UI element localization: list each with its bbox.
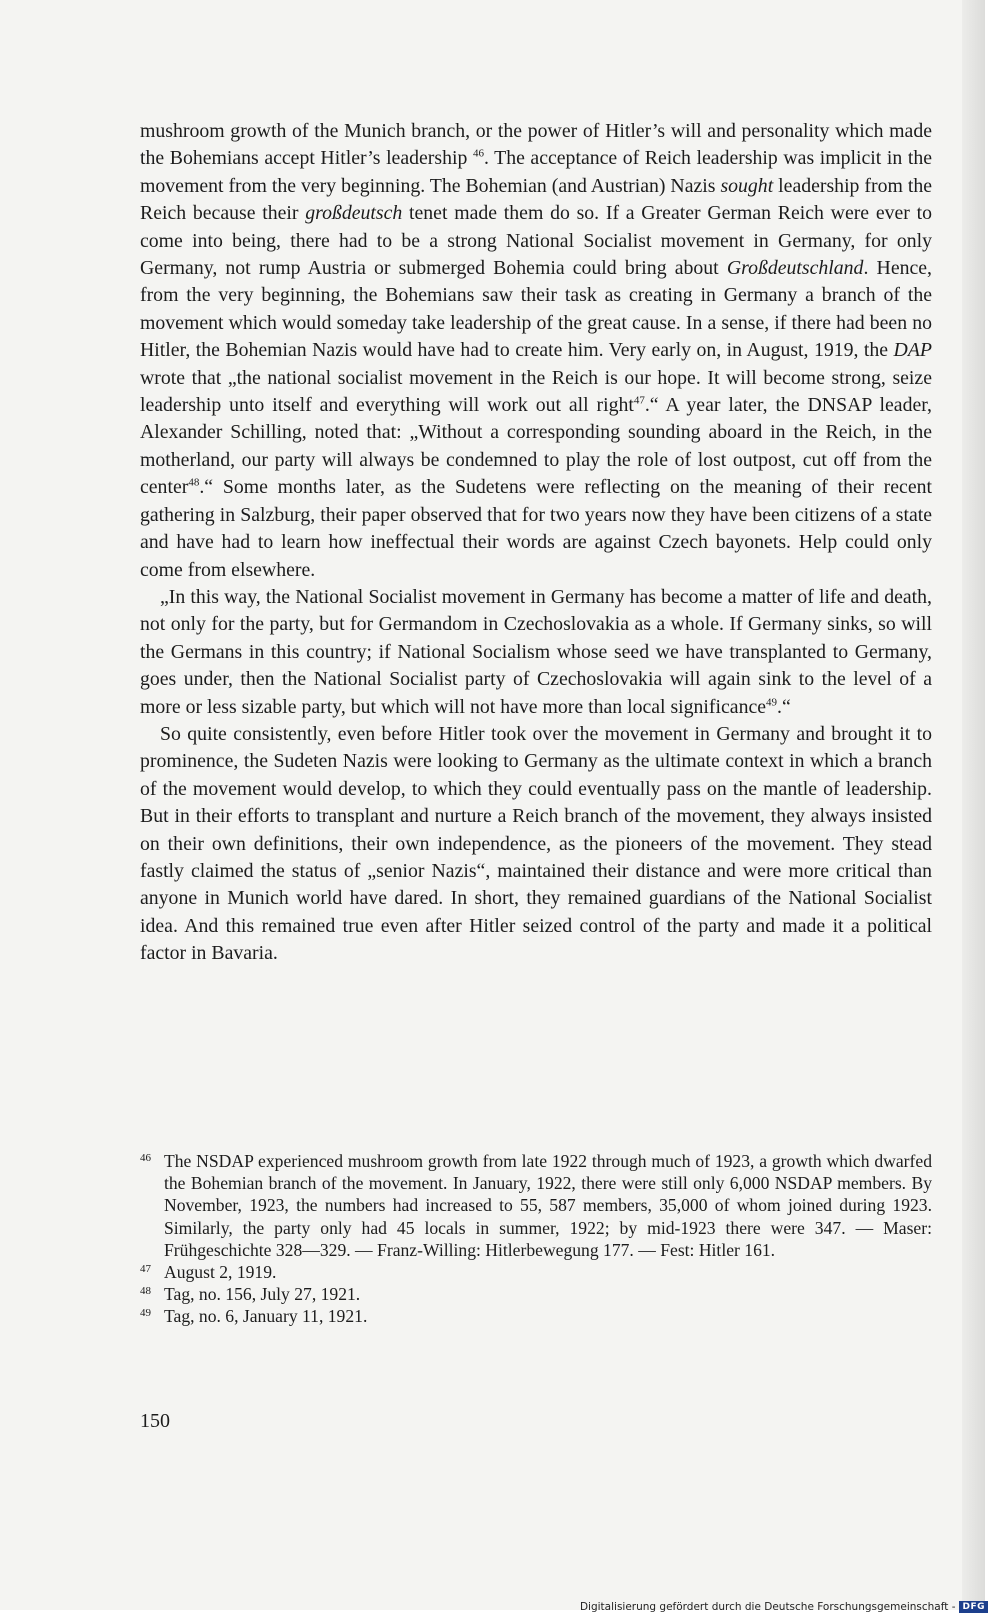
p1-italic-grossdeutschland: Großdeutschland xyxy=(726,257,864,280)
footnote-ref-47: 47 xyxy=(633,394,645,407)
footnote-text: Tag, no. 156, July 27, 1921. xyxy=(164,1284,361,1305)
p2-text-b: .“ xyxy=(777,695,791,718)
footer-text: Digitalisierung gefördert durch die Deutsche Forschungsgemeinschaft - xyxy=(579,1601,956,1613)
footnotes xyxy=(140,1150,932,1328)
p2-text-a: „In this way, the National Socialist movement in Germany has become a matter of life and death, not only for the party, but for Germandom in Czechoslovakia as a whole. If Germany sinks, so will the Germans in this country; if National Socialism whose seed we have transplanted to Germany, goes under, then the National Socialist party of Czechoslovakia will again sink to the level of a more or less sizable party, but which will not have more than local significance xyxy=(140,585,932,718)
footnote-text: The NSDAP experienced mushroom growth from late 1922 through much of 1923, a growth which dwarfed the Bohemian branch of the movement. In January, 1922, there were still only 6,000 NSDAP members. By November, 1923, the numbers had increased to 55, 587 members, 35,000 of whom joined during 1923. Similarly, the party only had 45 locals in summer, 1922; by mid-1923 there were 347. — Maser: Frühgeschichte 328—329. — Franz-Willing: Hitlerbewegung 177. — Fest: Hitler 161. xyxy=(164,1151,932,1260)
footnote-46 xyxy=(140,1150,932,1261)
page-number: 150 xyxy=(140,1410,170,1432)
digitization-footer xyxy=(580,1601,988,1613)
paragraph-2-quote xyxy=(140,584,932,721)
footnote-number: 48 xyxy=(140,1285,151,1298)
footnote-text: August 2, 1919. xyxy=(164,1262,277,1283)
footnote-number: 46 xyxy=(140,1152,151,1164)
footnote-number: 49 xyxy=(140,1307,151,1320)
body-text xyxy=(140,118,932,968)
p1-italic-sought: sought xyxy=(720,174,774,197)
footnote-ref-48: 48 xyxy=(188,476,200,489)
p1-text-d: tenet made them do so. If a Greater German Reich were ever to come into being, there had to be a strong National Socialist movement in Germany, for only Germany, not rump Austria or submerged Bohemia could bring about xyxy=(140,202,932,280)
paragraph-1 xyxy=(140,118,932,584)
p1-text-h: .“ Some months later, as the Sudetens were reflecting on the meaning of their recent gathering in Salzburg, their paper observed that for two years now they have been citizens of a state and have had to learn how ineffectual their words are against Czech bayonets. Help could only come from elsewhere. xyxy=(140,476,932,581)
paragraph-3: So quite consistently, even before Hitler took over the movement in Germany and brought it to prominence, the Sudeten Nazis were looking to Germany as the ultimate context in which a branch of the movement would develop, to which they could eventually pass on the mantle of leadership. But in their efforts to transplant and nurture a Reich branch of the movement, they always insisted on their own definitions, their own independence, as the pioneers of the movement. They stead fastly claimed the status of „senior Nazis“, maintained their distance and were more critical than anyone in Munich world have dared. In short, they remained guardians of the National Socialist idea. And this remained true even after Hitler seized control of the party and made it a political factor in Bavaria. xyxy=(140,722,932,965)
p1-text-c: leadership from the Reich because their xyxy=(140,174,932,225)
footnote-number: 47 xyxy=(140,1263,151,1276)
page-edge-shadow xyxy=(962,0,985,1610)
footnote-text: Tag, no. 6, January 11, 1921. xyxy=(164,1306,368,1327)
footnote-49 xyxy=(140,1305,932,1327)
p1-italic-dap: DAP xyxy=(893,339,932,362)
p1-italic-grossdeutsch: großdeutsch xyxy=(305,202,403,225)
p1-text-g: .“ A year later, the DNSAP leader, Alexander Schilling, noted that: „Without a corresponding sounding aboard in the Reich, in the motherland, our party will always be condemned to play the role of lost outpost, cut off from the center xyxy=(140,394,932,499)
p1-text-b: . The acceptance of Reich leadership was implicit in the movement from the very beginning. The Bohemian (and Austrian) Nazis xyxy=(140,147,932,197)
footnote-ref-46: 46 xyxy=(472,147,484,160)
footnote-ref-49: 49 xyxy=(766,695,778,708)
p1-text-a: mushroom growth of the Munich branch, or the power of Hitler’s will and personality which made the Bohemians accept Hitler’s leadership xyxy=(140,120,932,170)
footnote-48 xyxy=(140,1283,932,1305)
p1-text-f: wrote that „the national socialist movement in the Reich is our hope. It will become strong, seize leadership unto itself and everything will work out all right xyxy=(140,366,932,417)
footnote-47 xyxy=(140,1261,932,1283)
dfg-logo-icon: DFG xyxy=(959,1601,988,1613)
p1-text-e: . Hence, from the very beginning, the Bohemians saw their task as creating in Germany a branch of the movement which would someday take leadership of the great cause. In a sense, if there had been no Hitler, the Bohemian Nazis would have had to create him. Very early on, in August, 1919, the xyxy=(140,257,932,362)
